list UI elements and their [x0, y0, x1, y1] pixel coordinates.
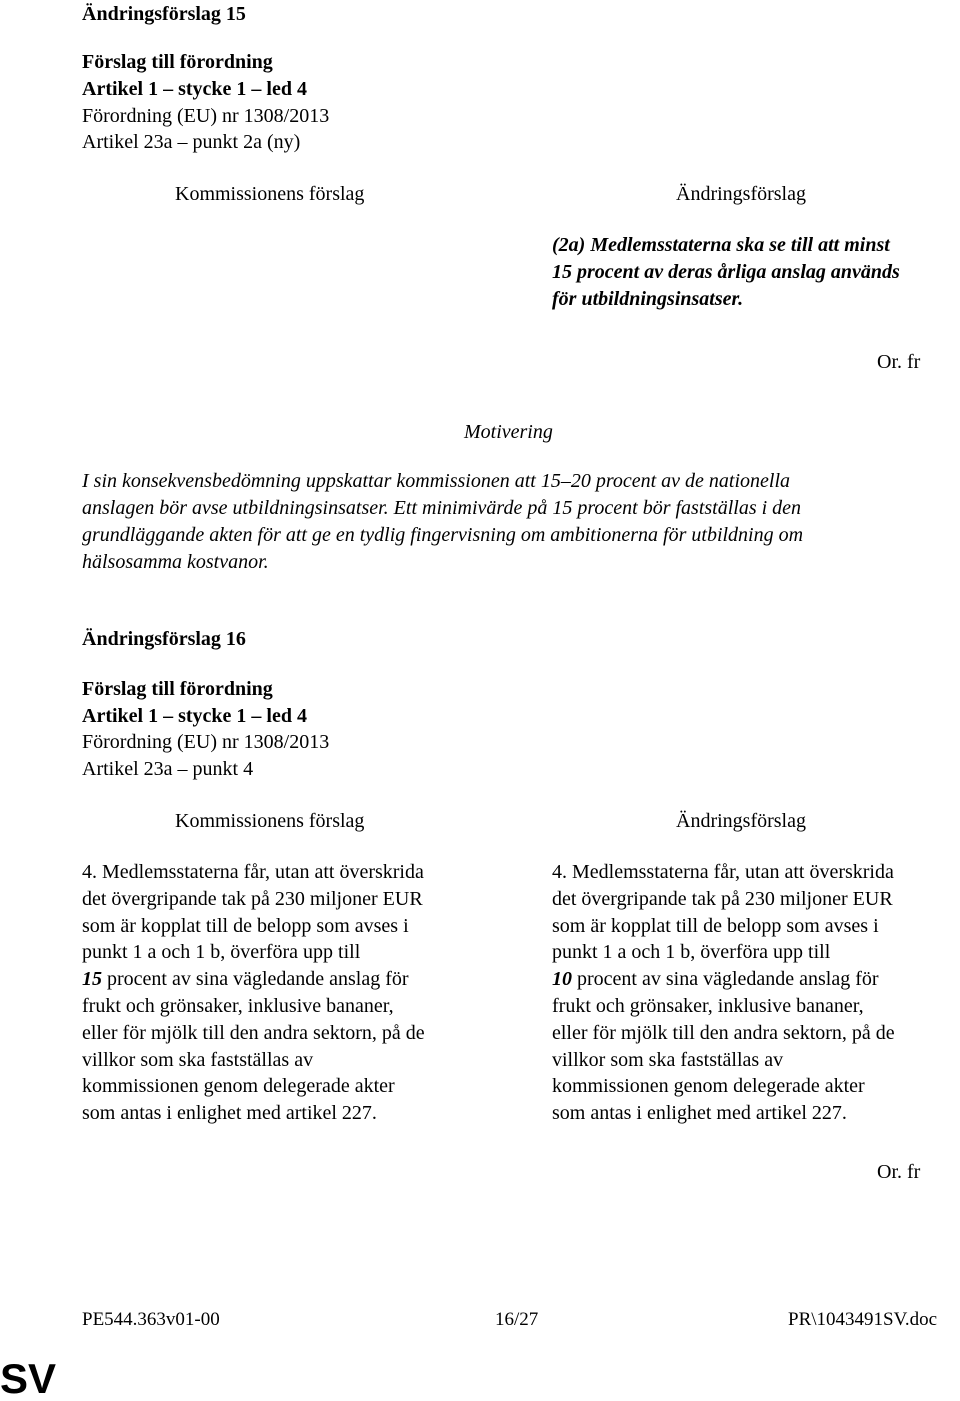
- amendment-16-proposal-label: Förslag till förordning: [82, 678, 273, 700]
- amendment-15-regulation: Förordning (EU) nr 1308/2013: [82, 105, 330, 127]
- amendment-15-line: (2a) Medlemsstaterna ska se till att minst: [552, 234, 890, 256]
- amendment-16-title: Ändringsförslag 16: [82, 628, 246, 650]
- amendment-line: villkor som ska fastställas av: [552, 1048, 784, 1071]
- justification-line: hälsosamma kostvanor.: [82, 551, 269, 573]
- amendment-15-article-ref: Artikel 1 – stycke 1 – led 4: [82, 78, 307, 100]
- amendment-line: frukt och grönsaker, inklusive bananer,: [552, 994, 864, 1017]
- amendment-line: 4. Medlemsstaterna får, utan att överskrida: [552, 861, 894, 883]
- commission-line: villkor som ska fastställas av: [82, 1048, 314, 1071]
- justification-text: [82, 468, 803, 576]
- justification-heading: Motivering: [464, 421, 553, 443]
- amendment-line: eller för mjölk till den andra sektorn, på de: [552, 1021, 895, 1044]
- commission-line: punkt 1 a och 1 b, överföra upp till: [82, 941, 361, 964]
- footer-page-number: 16/27: [495, 1309, 539, 1330]
- amendment-line: som är kopplat till de belopp som avses i: [552, 914, 879, 937]
- amendment-15-amendment-text: [552, 232, 900, 312]
- amendment-16-article-point: Artikel 23a – punkt 4: [82, 758, 254, 780]
- amendment-15-line: 15 procent av deras årliga anslag används: [552, 260, 900, 283]
- amendment-16-commission-header: Kommissionens förslag: [175, 810, 365, 832]
- commission-line: eller för mjölk till den andra sektorn, på de: [82, 1021, 425, 1044]
- amendment-line: det övergripande tak på 230 miljoner EUR: [552, 887, 893, 910]
- commission-line: 4. Medlemsstaterna får, utan att överskrida: [82, 861, 424, 883]
- amendment-16-amendment-text: [552, 859, 895, 1127]
- amendment-percentage: 10: [552, 968, 572, 991]
- justification-line: I sin konsekvensbedömning uppskattar kommissionen att 15–20 procent av de nationella: [82, 470, 791, 492]
- commission-line: kommissionen genom delegerade akter: [82, 1075, 395, 1098]
- amendment-15-commission-header: Kommissionens förslag: [175, 183, 365, 205]
- amendment-line: punkt 1 a och 1 b, överföra upp till: [552, 941, 831, 964]
- amendment-line: som antas i enlighet med artikel 227.: [552, 1102, 847, 1125]
- commission-line: frukt och grönsaker, inklusive bananer,: [82, 994, 394, 1017]
- footer-file-name: PR\1043491SV.doc: [788, 1309, 938, 1330]
- amendment-15-title: Ändringsförslag 15: [82, 3, 246, 25]
- commission-line: det övergripande tak på 230 miljoner EUR: [82, 887, 423, 910]
- amendment-16-regulation: Förordning (EU) nr 1308/2013: [82, 731, 330, 753]
- amendment-15-original-language: Or. fr: [877, 351, 921, 373]
- footer-doc-ref: PE544.363v01-00: [82, 1309, 220, 1330]
- amendment-16-article-ref: Artikel 1 – stycke 1 – led 4: [82, 705, 307, 727]
- commission-percentage: 15: [82, 968, 102, 991]
- justification-line: anslagen bör avse utbildningsinsatser. Ett minimivärde på 15 procent bör fastställas i den: [82, 497, 802, 519]
- amendment-15-amendment-header: Ändringsförslag: [676, 183, 806, 205]
- justification-line: grundläggande akten för att ge en tydlig fingervisning om ambitionerna för utbildning om: [82, 524, 804, 546]
- amendment-line: kommissionen genom delegerade akter: [552, 1075, 865, 1098]
- commission-line: som är kopplat till de belopp som avses i: [82, 914, 409, 937]
- amendment-15-proposal-label: Förslag till förordning: [82, 51, 273, 73]
- amendment-16-commission-text: [82, 859, 425, 1127]
- commission-line: 15 procent av sina vägledande anslag för: [82, 968, 409, 991]
- language-code: SV: [0, 1355, 57, 1401]
- amendment-16-amendment-header: Ändringsförslag: [676, 810, 806, 832]
- amendment-line: 10 procent av sina vägledande anslag för: [552, 968, 879, 991]
- amendment-15-line: för utbildningsinsatser.: [552, 287, 744, 310]
- amendment-15-article-point: Artikel 23a – punkt 2a (ny): [82, 131, 301, 153]
- commission-line: som antas i enlighet med artikel 227.: [82, 1102, 377, 1125]
- amendment-16-original-language: Or. fr: [877, 1161, 921, 1183]
